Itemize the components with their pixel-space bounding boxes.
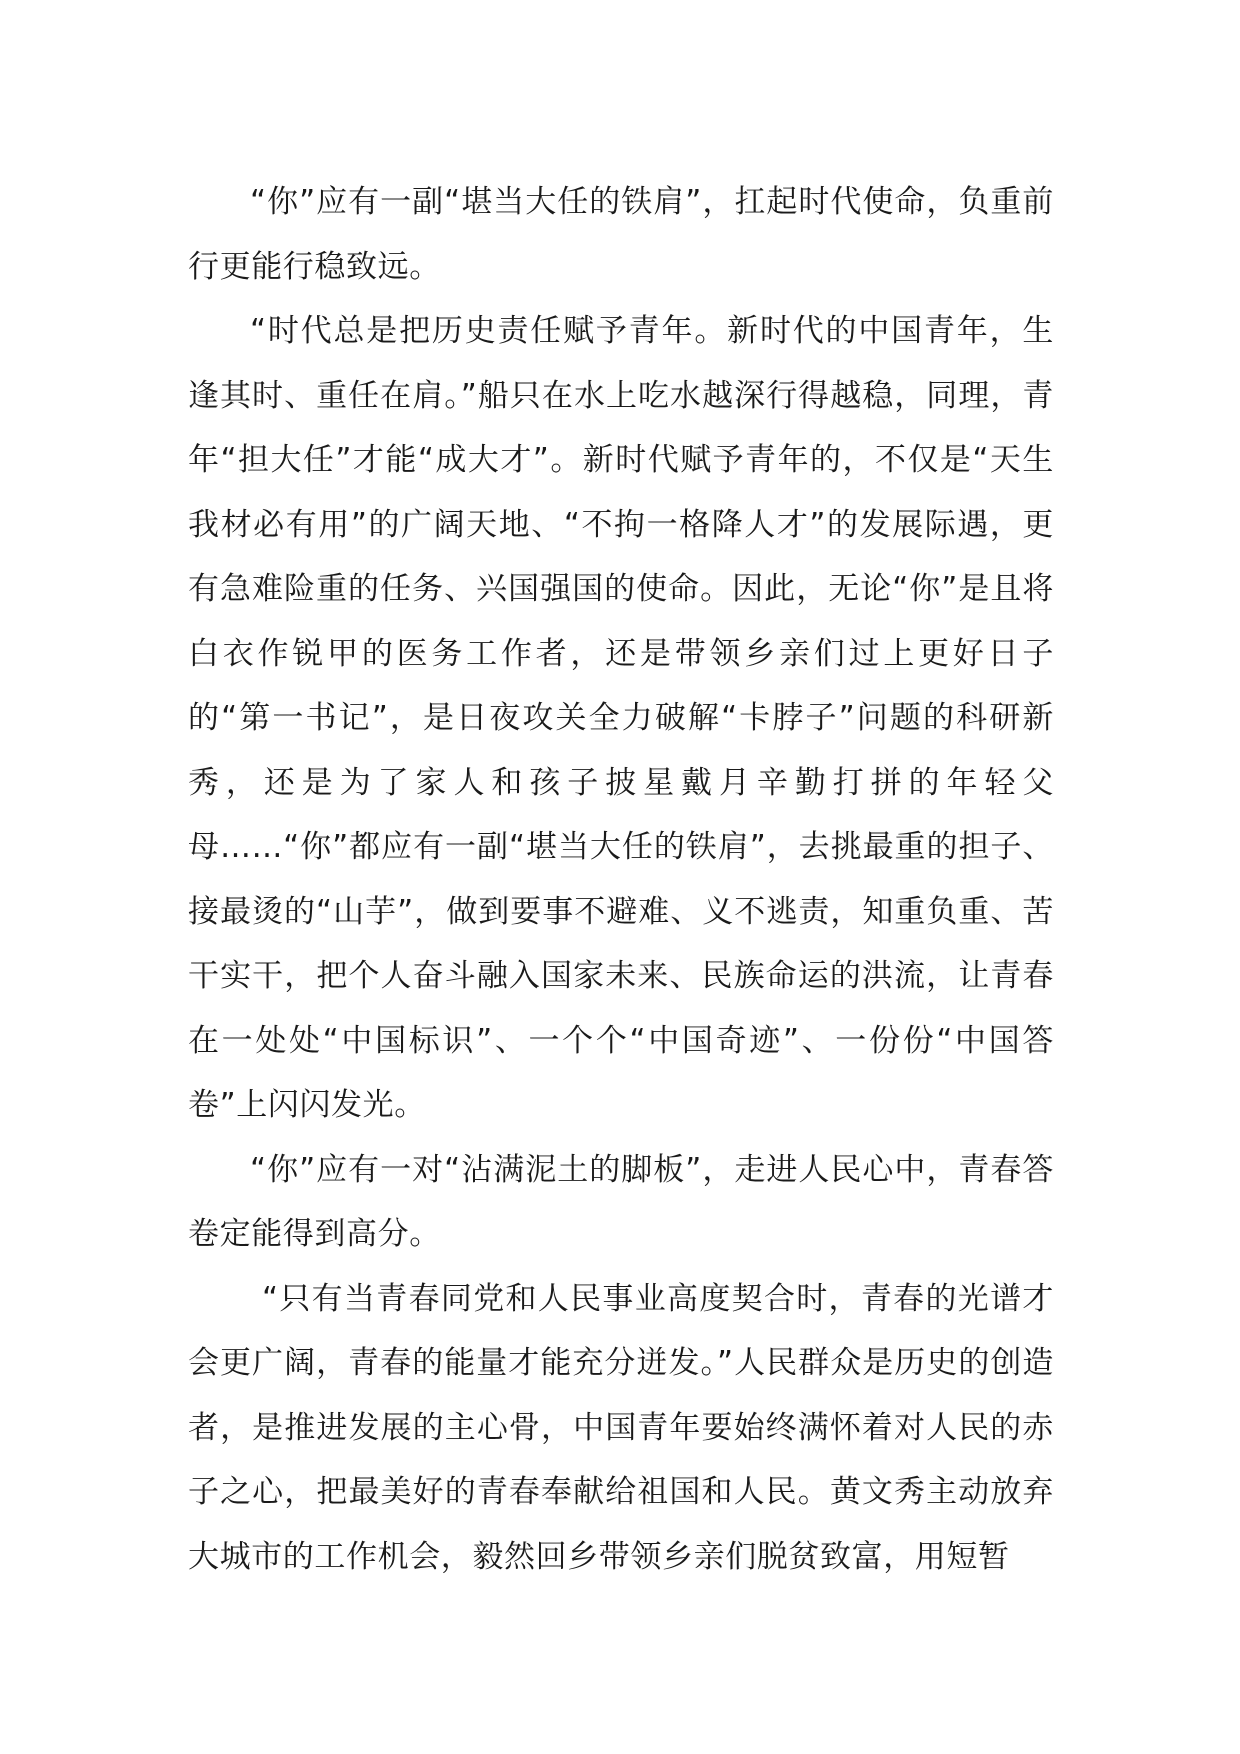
paragraph-iron-shoulders: “你”应有一副“堪当大任的铁肩”，扛起时代使命，负重前行更能行稳致远。 (188, 184, 1054, 285)
document-body (188, 170, 1054, 1589)
paragraph-historical-responsibility: “时代总是把历史责任赋予青年。新时代的中国青年，生逢其时、重任在肩。”船只在水上吃水越深行得越稳，同理，青年“担大任”才能“成大才”。新时代赋予青年的，不仅是“天生我材必有用”的广阔天地、“不拘一格降人才”的发展际遇，更有急难险重的任务、兴国强国的使命。因此，无论“你”是且将白衣作锐甲的医务工作者，还是带领乡亲们过上更好日子的“第一书记”，是日夜攻关全力破解“卡脖子”问题的科研新秀，还是为了家人和孩子披星戴月辛勤打拼的年轻父母……“你”都应有一副“堪当大任的铁肩”，去挑最重的担子、接最烫的“山芋”，做到要事不避难、义不逃责，知重负重、苦干实干，把个人奋斗融入国家未来、民族命运的洪流，让青春在一处处“中国标识”、一个个“中国奇迹”、一份份“中国答卷”上闪闪发光。 (188, 313, 1054, 1123)
paragraph-muddy-feet: “你”应有一对“沾满泥土的脚板”，走进人民心中，青春答卷定能得到高分。 (188, 1151, 1054, 1252)
paragraph-youth-and-people: “只有当青春同党和人民事业高度契合时，青春的光谱才会更广阔，青春的能量才能充分迸发。”人民群众是历史的创造者，是推进发展的主心骨，中国青年要始终满怀着对人民的赤子之心，把最美好的青春奉献给祖国和人民。黄文秀主动放弃大城市的工作机会，毅然回乡带领乡亲们脱贫致富，用短暂 (188, 1280, 1054, 1575)
